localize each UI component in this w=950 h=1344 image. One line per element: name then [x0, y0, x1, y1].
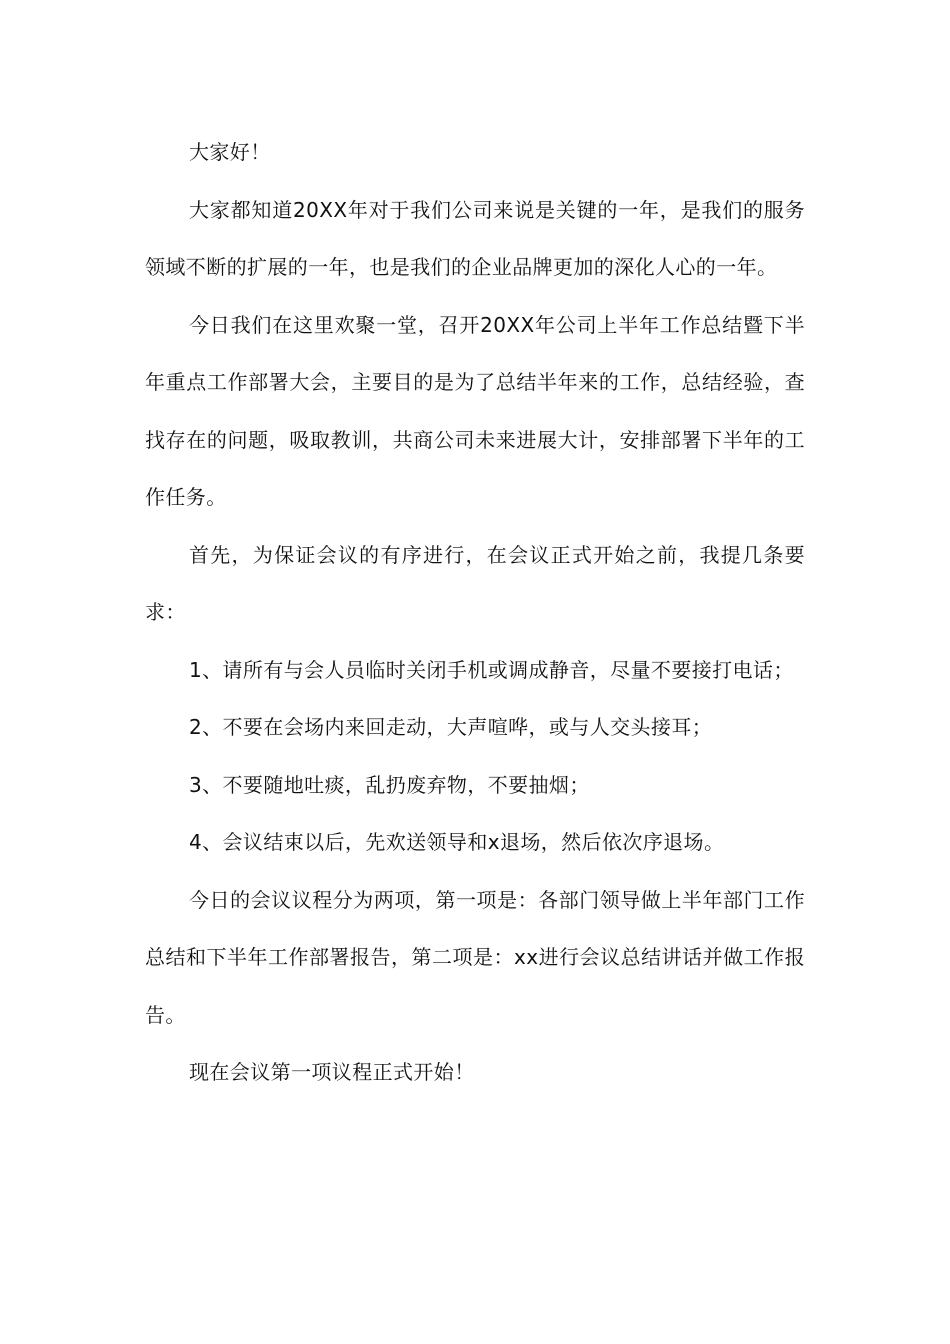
agenda-paragraph: 今日的会议议程分为两项，第一项是：各部门领导做上半年部门工作总结和下半年工作部署报告，第二项是：xx进行会议总结讲话并做工作报告。: [145, 887, 805, 1027]
requirement-item-4: 4、会议结束以后，先欢送领导和x退场，然后依次序退场。: [189, 830, 725, 854]
requirements-intro-paragraph: 首先，为保证会议的有序进行，在会议正式开始之前，我提几条要求：: [145, 542, 805, 624]
greeting-paragraph: 大家好！: [189, 140, 271, 164]
requirement-item-1: 1、请所有与会人员临时关闭手机或调成静音，尽量不要接打电话；: [189, 657, 794, 682]
opening-paragraph: 现在会议第一项议程正式开始！: [189, 1060, 475, 1084]
requirement-item-3: 3、不要随地吐痰，乱扔废弃物，不要抽烟；: [189, 772, 590, 797]
document-body: [145, 124, 805, 1102]
requirement-item-2: 2、不要在会场内来回走动，大声喧哗，或与人交头接耳；: [189, 715, 713, 739]
intro-paragraph: 大家都知道20XX年对于我们公司来说是关键的一年，是我们的服务领域不断的扩展的一年，也是我们的企业品牌更加的深化人心的一年。: [145, 197, 805, 279]
purpose-paragraph: 今日我们在这里欢聚一堂，召开20XX年公司上半年工作总结暨下半年重点工作部署大会，主要目的是为了总结半年来的工作，总结经验，查找存在的问题，吸取教训，共商公司未来进展大计，安排部署下半年的工作任务。: [145, 312, 805, 509]
